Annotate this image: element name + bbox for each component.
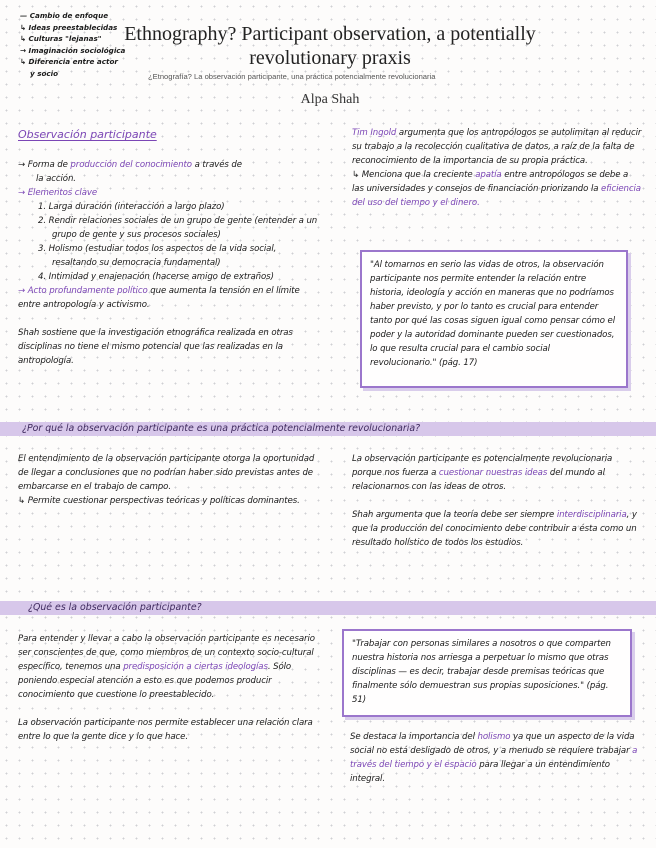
highlight: holismo [477,732,511,742]
highlight: → Acto profundamente político [18,286,148,296]
paragraph [352,508,642,550]
paragraph [18,632,318,702]
text: entre antropólogos se debe a las universidades y consejos de financiación priorizando la [352,170,629,194]
shah-paragraph: Shah sostiene que la investigación etnográfica realizada en otras disciplinas no tiene el mismo potencial que las realizadas en la antropología. [18,328,293,366]
text: Se destaca la importancia del [350,732,478,742]
page-subtitle: ¿Etnografía? La observación participante, una práctica potencialmente revolucionaria [148,72,436,81]
highlight: cuestionar nuestras ideas [438,468,548,478]
author-name: Tim Ingold [352,128,397,138]
note-line: y socio [20,68,59,78]
ingold-paragraph [352,126,642,168]
highlight: eficiencia del uso del tiempo y el dinero. [352,184,641,208]
section-question: ¿Por qué la observación participante es una práctica potencialmente revolucionaria? [22,423,421,434]
top-notes [20,10,135,80]
text: argumenta que los antropólogos se autolimitan al reducir su trabajo a la recolección cualitativa de datos, a raíz de la falta de reconocimiento de la importancia de su propia práctica. [352,128,642,166]
political-act-item [18,284,318,312]
sub-paragraph: ↳ Permite cuestionar perspectivas teóricas y políticas dominantes. [18,496,300,506]
production-item-cont: la acción. [36,174,76,184]
quote-text: "Al tomarnos en serio las vidas de otros, la observación participante nos permite entender la relación entre historia, ideología y acción en maneras que no podríamos haber previsto, y por lo tanto es crucial para entender tanto por qué las cosas siguen igual como pensar cómo el poder y la autoridad dominante pueden ser cuestionados, lo que resulta crucial para el cambio social revolucionario." (pág. 17) [370,260,616,368]
text: ya que un aspecto de la vida social no está desligado de otros, y a menudo se requiere trabajar [350,732,635,756]
quote-text: "Trabajar con personas similares a nosotros o que comparten nuestra historia nos arriesga a perpetuar lo mismo que otras disciplinas — es decir, trabajar desde premisas teóricas que finalmente sólo demuestran sus propias suposiciones." (pág. 51) [352,639,611,705]
section2-left-column [18,452,318,508]
text: Para entender y llevar a cabo la observación participante es necesario ser conscientes de que, como miembros de un contexto socio-cultural específico, tenemos una [18,634,315,672]
highlight: apatía [475,170,502,180]
section-heading: Observación participante [18,128,157,141]
note-line: ↳ Ideas preestablecidas [20,22,118,32]
mention-paragraph [352,168,642,210]
list-item: 3. Holismo (estudiar todos los aspectos de la vida social, resaltando su democracia fundamental) [38,244,277,268]
note-line: — Cambio de enfoque [20,11,109,20]
section2-right-column [352,452,642,550]
text: ↳ Menciona que la creciente [352,170,476,180]
quote-box [342,629,632,717]
text: que aumenta la tensión en el límite entre antropología y activismo. [18,286,300,310]
paragraph [350,730,640,786]
section1-left-column [18,158,318,368]
note-line: → Imaginación sociológica [20,45,126,55]
section-question: ¿Qué es la observación participante? [28,602,202,613]
text: . Sólo poniendo especial atención a esto es que podemos producir conocimiento que cuestione lo preestablecido. [18,662,292,700]
list-item: 4. Intimidad y enajenación (hacerse amigo de extraños) [38,272,274,282]
author: Alpa Shah [300,92,360,107]
highlight: predisposición a ciertas ideologías [123,662,268,672]
note-line: ↳ Culturas "lejanas" [20,34,102,44]
paragraph: El entendimiento de la observación participante otorga la oportunidad de llegar a conclusiones que no podrían haber sido previstas antes de embarcarse en el trabajo de campo. [18,454,315,492]
paragraph [352,452,642,494]
highlight: producción del conocimiento [70,160,192,170]
text: Shah argumenta que la teoría debe ser siempre [352,510,557,520]
quote-box [360,250,628,388]
highlight: interdisciplinaria [556,510,627,520]
section3-left-column [18,632,318,744]
text: , y que la producción del conocimiento debe contribuir a ésta como un resultado holístico de todos los estudios. [352,510,637,548]
elements-label: → Elementos clave [18,188,98,198]
list-item: 2. Rendir relaciones sociales de un grupo de gente (entender a un grupo de gente y sus procesos sociales) [38,216,318,240]
list-item: 1. Larga duración (interacción a largo plazo) [38,202,225,212]
page-title: Ethnography? Participant observation, a potentially revolutionary praxis [124,23,536,69]
text: para llegar a un entendimiento integral. [350,760,610,784]
section3-right-column [350,730,640,786]
text: → Forma de [18,160,71,170]
section1-right-column [352,126,642,210]
text: del mundo al relacionarnos con las ideas de otros. [352,468,605,492]
text: a través de [191,160,242,170]
production-item [18,158,318,172]
note-line: ↳ Diferencia entre actor [20,57,118,67]
text: La observación participante es potencialmente revolucionaria porque nos fuerza a [352,454,613,478]
paragraph: La observación participante nos permite establecer una relación clara entre lo que la gente dice y lo que hace. [18,718,313,742]
highlight: a través del tiempo y el espacio [350,746,638,770]
